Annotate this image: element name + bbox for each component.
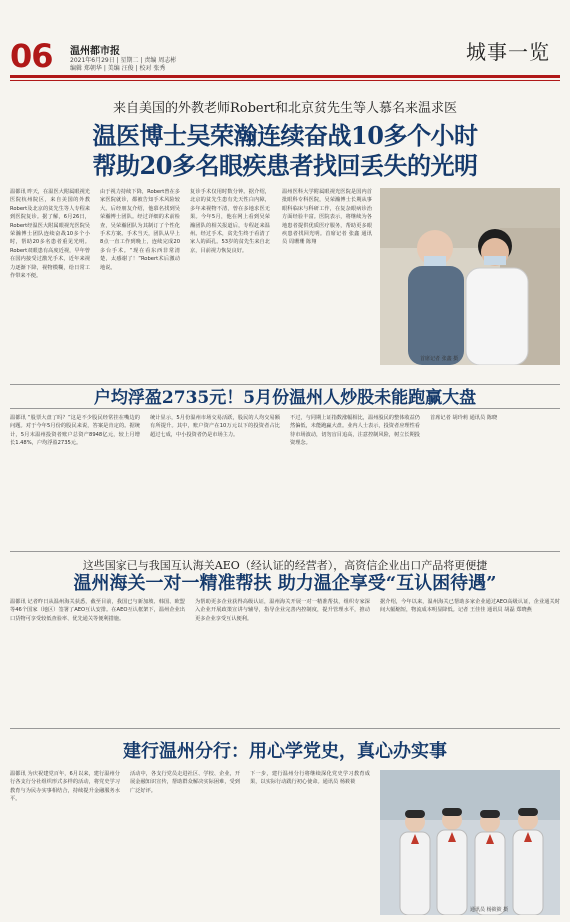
story1-headline-line2: 帮助20多名眼疾患者找回丢失的光明 [92, 151, 478, 180]
story2-column: 统计显示，5月份温州市场交易活跃，股民的人均交易额有所提升。其中，账户资产在10万元以下的投资者占比超过七成，中小投资者仍是市场主力。 [150, 415, 280, 438]
divider [10, 408, 560, 409]
story2-column: 温都讯 “股票大盘了吗？”这是不少股民经常挂在嘴边的问题。对于今年5月份的股民来说，答案是肯定的。据统计，5月末温州投资者账户总资产8948亿元，较上月增长1.48%，户均浮盈2735元。 [10, 415, 140, 447]
photo-caption: 通讯员 杨筱筱 摄 [470, 907, 509, 913]
story4-column: 活动中，各支行党员走进社区、学校、企业，开展金融知识宣传，帮助群众解决实际困难，受到广泛好评。 [130, 771, 240, 794]
story1-column: 由于视力持续下降，Robert曾在多家医院就诊，都被告知手术风险较大。后经朋友介绍，他慕名找到吴荣瀚博士团队。经过详细的术前检查，吴荣瀚团队为其制订了个性化手术方案。手术当天，团队从早上8点一直工作到晚上，连续完成20多台手术。“现在看东西非常清楚，太感谢了！”Robert术后激动地说。 [100, 189, 180, 271]
story3-headline: 温州海关一对一精准帮扶 助力温企享受“互认困待遇” [73, 573, 497, 594]
date-line: 2021年6月29日 | 星期二 | 责编 周志彬 [70, 57, 177, 64]
story1-column: 复诊手术仅用时数分钟。据介绍，北京的贫先生患有先天性白内障，多年来视物不清，曾在多地求医无果。今年5月，他在网上看到吴荣瀚团队的相关报道后，专程赶来温州。经过手术，贫先生终于看清了家人的面孔。53岁的贫先生来自北京，目前视力恢复良好。 [190, 189, 270, 254]
students-photo [380, 770, 560, 915]
story2-headline: 户均浮盈2735元！5月份温州人炒股未能跑赢大盘 [93, 388, 477, 408]
story1-headline-line1: 温医博士吴荣瀚连续奋战10多个小时 [92, 121, 478, 150]
doctor-patient-photo [380, 188, 560, 365]
photo-caption: 首席记者 张鑫 摄 [420, 356, 459, 362]
story2-column: 不过，与同期上证指数涨幅相比，温州股民的整体收益仍然偏低，未能跑赢大盘。业内人士表示，投资者应理性看待市场波动，切勿盲目追高，注意控制风险，树立长期投资理念。 [290, 415, 420, 447]
divider [10, 728, 560, 729]
story3-column: 据介绍，今年以来，温州海关已帮助多家企业通过AEO高级认证，企业通关时间大幅缩短，物流成本明显降低。记者 王佳佳 通讯员 胡磊 郑晓燕 [380, 599, 560, 614]
story4-headline: 建行温州分行：用心学党史，真心办实事 [123, 741, 447, 762]
paper-name: 温州都市报 [70, 46, 120, 57]
story2-column: 首席记者 胡玲莉 通讯员 陈晓 [430, 415, 498, 421]
editors-line: 编辑 郑朝华 | 美编 汪俊 | 校对 张秀 [70, 65, 166, 72]
header-rule-thin [10, 80, 560, 81]
story1-column: 温都讯 昨天，在温医大附属眼视光医院杭州院区，来自美国的外教Robert及北京的贫先生等人专程来到医院复诊。据了解，6月26日，Robert经温医大附属眼视光医院吴荣瀚博士团队连续奋战10多个小时，帮助20多名患者重见光明。Robert双眼患有高度近视，早年曾在国内接受过激光手术，近年来视力逐渐下降，视物模糊，给日常工作带来不便。 [10, 189, 90, 280]
section-title: 城事一览 [466, 40, 550, 64]
story1-kicker: 来自美国的外教老师Robert和北京贫先生等人慕名来温求医 [112, 101, 458, 116]
story1-column: 温州医科大学附属眼视光医院是国内首批眼科专科医院，吴荣瀚博士长期从事眼科临床与科研工作，在复杂眼病诊治方面经验丰富。医院表示，将继续为各地患者提供优质医疗服务，帮助更多眼疾患者找回光明。首席记者 张鑫 通讯员 周珊珊 陈翔 [282, 189, 372, 246]
page-number: 06 [10, 37, 53, 75]
story3-kicker: 这些国家已与我国互认海关AEO（经认证的经营者），高资信企业出口产品将更便捷 [82, 559, 488, 572]
story3-column: 温都讯 记者昨日从温州海关获悉，截至目前，我国已与新加坡、韩国、欧盟等46个国家（地区）签署了AEO互认安排。在AEO互认框架下，温州企业出口货物可享受较低查验率、优先通关等便利措施。 [10, 599, 185, 622]
story3-column: 为帮助更多企业获得高级认证，温州海关开展一对一精准帮扶，组织专家深入企业开展政策宣讲与辅导，指导企业完善内控制度，提升管理水平，推动更多企业享受互认便利。 [195, 599, 370, 622]
story4-column: 下一步，建行温州分行将继续深化党史学习教育成果，以实际行动践行初心使命。通讯员 杨筱筱 [250, 771, 370, 786]
story4-column: 温都讯 为庆祝建党百年，6月以来，建行温州分行各支行分社组织形式多样的活动，将党史学习教育与为民办实事相结合，持续提升金融服务水平。 [10, 771, 120, 803]
header-rule [10, 75, 560, 78]
divider [10, 551, 560, 552]
